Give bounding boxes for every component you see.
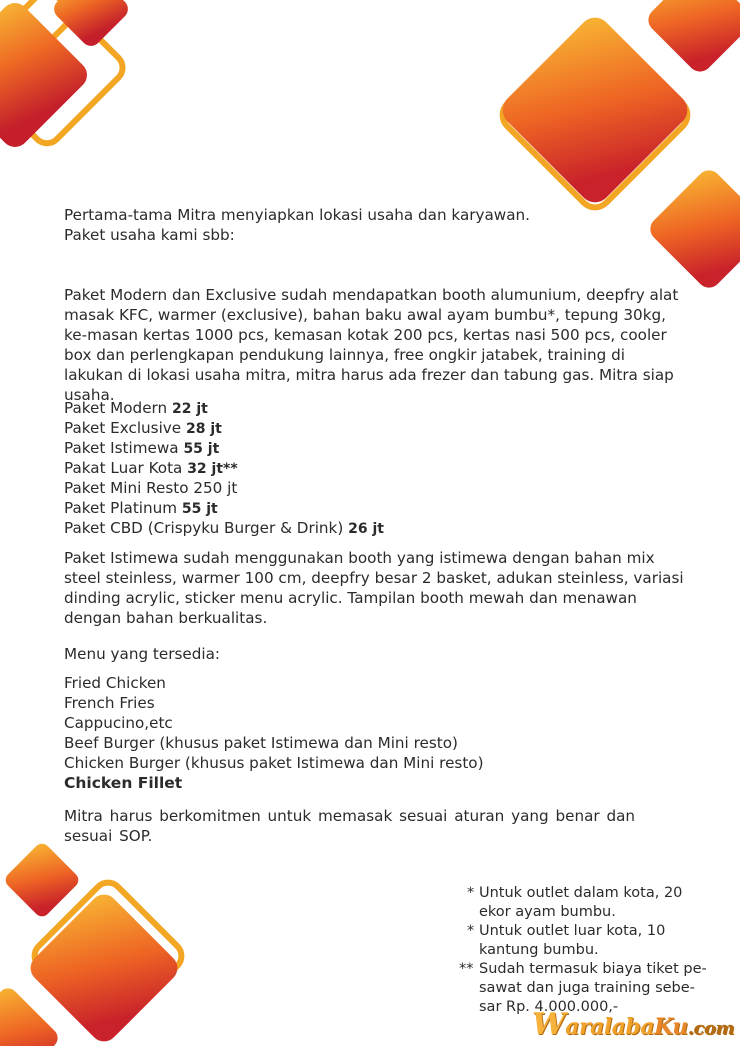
footnote — [467, 922, 707, 960]
package-item — [64, 458, 686, 478]
intro-text: Pertama-tama Mitra menyiapkan lokasi usaha dan karyawan. Paket usaha kami sbb: — [64, 206, 530, 244]
package-price: 55 jt — [181, 501, 218, 517]
footnote-mark: * — [467, 885, 475, 901]
commitment-paragraph — [64, 806, 686, 846]
menu-item: Cappucino,etc — [64, 714, 173, 732]
package-price: 28 jt — [185, 421, 222, 437]
footnote-line: Sudah termasuk biaya tiket pe- — [479, 961, 707, 977]
bottom-left-diamonds — [0, 840, 187, 1046]
package-item — [64, 518, 686, 538]
package-name: Pakat Luar Kota — [64, 459, 188, 477]
footnote-line: Untuk outlet luar kota, 10 — [479, 923, 666, 939]
top-right-diamonds — [496, 0, 740, 293]
commitment-text: Mitra harus berkomitmen untuk memasak sesuai aturan yang benar dan sesuai SOP. — [64, 807, 636, 845]
package-name: Paket Platinum — [64, 499, 182, 517]
package-price: 26 jt — [348, 521, 384, 537]
package-price-list — [64, 398, 686, 538]
intro-paragraph — [64, 205, 704, 245]
watermark-part: .com — [687, 1018, 734, 1039]
package-name: Paket Exclusive — [64, 419, 186, 437]
menu-list — [64, 673, 686, 793]
istimewa-description-paragraph — [64, 548, 686, 628]
watermark-part: aralaba — [565, 1014, 655, 1040]
footnote-mark: ** — [459, 961, 474, 977]
footnote-line: kantung bumbu. — [479, 942, 599, 958]
package-item — [64, 438, 686, 458]
package-item — [64, 498, 686, 518]
package-item — [64, 398, 686, 418]
package-description-paragraph — [64, 285, 686, 405]
package-item — [64, 418, 686, 438]
top-left-diamonds — [0, 0, 132, 153]
watermark-part: W — [532, 1007, 566, 1042]
package-name: Paket Istimewa — [64, 439, 184, 457]
watermark-logo — [532, 1007, 734, 1042]
package-price: 22 jt — [171, 401, 208, 417]
package-name: Paket Mini Resto 250 jt — [64, 479, 238, 497]
package-name: Paket Modern — [64, 399, 172, 417]
menu-item: Beef Burger (khusus paket Istimewa dan Mini resto) — [64, 734, 458, 752]
footnote-line: Untuk outlet dalam kota, 20 — [479, 885, 683, 901]
package-price: 32 jt** — [187, 461, 238, 477]
package-description-text: Paket Modern dan Exclusive sudah mendapatkan booth alumunium, deepfry alat masak KFC, warmer (exclusive), bahan baku awal ayam bumbu*, tepung 30kg, ke-masan kertas 1000 pcs, kemasan kotak 200 pcs, kertas nasi 500 pcs, cooler box dan perlengkapan pendukung lainnya, free ongkir jatabek, training di lakukan di lokasi usaha mitra, mitra harus ada frezer dan tabung gas. Mitra siap usaha. — [64, 286, 679, 404]
menu-item: French Fries — [64, 694, 155, 712]
footnote-line: sar Rp. 4.000.000,- — [479, 999, 619, 1015]
package-name: Paket CBD (Crispyku Burger & Drink) — [64, 519, 349, 537]
menu-item: Chicken Burger (khusus paket Istimewa dan Mini resto) — [64, 754, 484, 772]
footnote-mark: * — [467, 923, 475, 939]
menu-heading: Menu yang tersedia: — [64, 645, 220, 663]
menu-item: Chicken Fillet — [64, 774, 183, 792]
footnote-line: ekor ayam bumbu. — [479, 904, 616, 920]
istimewa-description-text: Paket Istimewa sudah menggunakan booth yang istimewa dengan bahan mix steel steinless, warmer 100 cm, deepfry besar 2 basket, adukan steinless, variasi dinding acrylic, sticker menu acrylic. Tampilan booth mewah dan menawan dengan bahan berkualitas. — [64, 549, 684, 627]
footnote — [467, 884, 707, 922]
footnote-line: sawat dan juga training sebe- — [479, 980, 695, 996]
package-item — [64, 478, 686, 498]
package-price: 55 jt — [183, 441, 220, 457]
menu-item: Fried Chicken — [64, 674, 166, 692]
watermark-part: Ku — [654, 1014, 688, 1040]
